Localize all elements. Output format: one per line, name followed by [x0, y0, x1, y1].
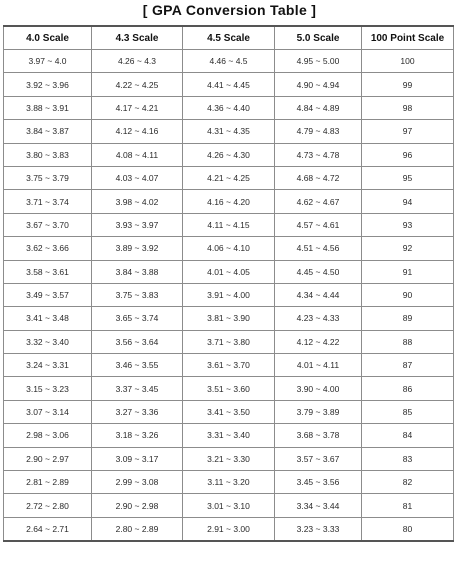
cell-100-point-scale: 82 — [362, 471, 454, 494]
cell-4-5-scale: 4.31 ~ 4.35 — [183, 120, 275, 143]
table-header-row — [4, 26, 454, 50]
cell-4-0-scale: 2.98 ~ 3.06 — [4, 424, 92, 447]
cell-100-point-scale: 88 — [362, 330, 454, 353]
cell-4-0-scale: 3.58 ~ 3.61 — [4, 260, 92, 283]
cell-100-point-scale: 91 — [362, 260, 454, 283]
cell-100-point-scale: 89 — [362, 307, 454, 330]
cell-5-0-scale: 4.90 ~ 4.94 — [275, 73, 362, 96]
cell-100-point-scale: 83 — [362, 447, 454, 470]
cell-4-3-scale: 3.84 ~ 3.88 — [92, 260, 183, 283]
table-row — [4, 96, 454, 119]
cell-100-point-scale: 97 — [362, 120, 454, 143]
cell-4-3-scale: 4.17 ~ 4.21 — [92, 96, 183, 119]
cell-4-5-scale: 3.81 ~ 3.90 — [183, 307, 275, 330]
cell-5-0-scale: 3.34 ~ 3.44 — [275, 494, 362, 517]
cell-4-5-scale: 3.41 ~ 3.50 — [183, 400, 275, 423]
cell-5-0-scale: 3.57 ~ 3.67 — [275, 447, 362, 470]
cell-4-5-scale: 4.46 ~ 4.5 — [183, 50, 275, 73]
cell-4-3-scale: 3.46 ~ 3.55 — [92, 354, 183, 377]
cell-4-5-scale: 4.41 ~ 4.45 — [183, 73, 275, 96]
table-row — [4, 447, 454, 470]
cell-4-0-scale: 3.41 ~ 3.48 — [4, 307, 92, 330]
cell-5-0-scale: 3.23 ~ 3.33 — [275, 517, 362, 541]
cell-4-0-scale: 3.97 ~ 4.0 — [4, 50, 92, 73]
cell-4-5-scale: 4.01 ~ 4.05 — [183, 260, 275, 283]
cell-4-3-scale: 4.03 ~ 4.07 — [92, 166, 183, 189]
cell-4-3-scale: 3.98 ~ 4.02 — [92, 190, 183, 213]
cell-4-3-scale: 3.37 ~ 3.45 — [92, 377, 183, 400]
cell-4-5-scale: 4.21 ~ 4.25 — [183, 166, 275, 189]
cell-4-5-scale: 3.11 ~ 3.20 — [183, 471, 275, 494]
cell-100-point-scale: 94 — [362, 190, 454, 213]
cell-4-5-scale: 3.71 ~ 3.80 — [183, 330, 275, 353]
cell-4-3-scale: 3.89 ~ 3.92 — [92, 237, 183, 260]
cell-4-3-scale: 3.27 ~ 3.36 — [92, 400, 183, 423]
table-row — [4, 471, 454, 494]
cell-4-5-scale: 4.06 ~ 4.10 — [183, 237, 275, 260]
table-row — [4, 237, 454, 260]
cell-5-0-scale: 3.90 ~ 4.00 — [275, 377, 362, 400]
cell-5-0-scale: 4.95 ~ 5.00 — [275, 50, 362, 73]
cell-4-5-scale: 4.11 ~ 4.15 — [183, 213, 275, 236]
cell-4-0-scale: 3.80 ~ 3.83 — [4, 143, 92, 166]
table-row — [4, 190, 454, 213]
cell-4-5-scale: 3.31 ~ 3.40 — [183, 424, 275, 447]
column-header-100-point-scale: 100 Point Scale — [362, 26, 454, 50]
table-row — [4, 73, 454, 96]
cell-4-3-scale: 4.12 ~ 4.16 — [92, 120, 183, 143]
cell-100-point-scale: 99 — [362, 73, 454, 96]
cell-5-0-scale: 3.68 ~ 3.78 — [275, 424, 362, 447]
table-row — [4, 517, 454, 541]
table-row — [4, 354, 454, 377]
cell-5-0-scale: 3.45 ~ 3.56 — [275, 471, 362, 494]
cell-5-0-scale: 4.79 ~ 4.83 — [275, 120, 362, 143]
table-row — [4, 377, 454, 400]
cell-5-0-scale: 4.73 ~ 4.78 — [275, 143, 362, 166]
cell-4-5-scale: 3.61 ~ 3.70 — [183, 354, 275, 377]
table-body — [4, 50, 454, 542]
cell-4-3-scale: 3.75 ~ 3.83 — [92, 283, 183, 306]
cell-100-point-scale: 92 — [362, 237, 454, 260]
cell-100-point-scale: 100 — [362, 50, 454, 73]
cell-4-0-scale: 2.72 ~ 2.80 — [4, 494, 92, 517]
page-title: [ GPA Conversion Table ] — [142, 2, 317, 18]
cell-4-3-scale: 3.93 ~ 3.97 — [92, 213, 183, 236]
table-row — [4, 260, 454, 283]
cell-4-3-scale: 3.09 ~ 3.17 — [92, 447, 183, 470]
cell-100-point-scale: 84 — [362, 424, 454, 447]
cell-100-point-scale: 85 — [362, 400, 454, 423]
cell-5-0-scale: 4.51 ~ 4.56 — [275, 237, 362, 260]
cell-5-0-scale: 4.23 ~ 4.33 — [275, 307, 362, 330]
cell-4-3-scale: 2.99 ~ 3.08 — [92, 471, 183, 494]
cell-4-0-scale: 3.32 ~ 3.40 — [4, 330, 92, 353]
cell-5-0-scale: 4.34 ~ 4.44 — [275, 283, 362, 306]
cell-5-0-scale: 3.79 ~ 3.89 — [275, 400, 362, 423]
cell-4-0-scale: 3.75 ~ 3.79 — [4, 166, 92, 189]
cell-4-5-scale: 2.91 ~ 3.00 — [183, 517, 275, 541]
cell-5-0-scale: 4.01 ~ 4.11 — [275, 354, 362, 377]
cell-4-0-scale: 3.84 ~ 3.87 — [4, 120, 92, 143]
cell-5-0-scale: 4.12 ~ 4.22 — [275, 330, 362, 353]
cell-4-5-scale: 3.01 ~ 3.10 — [183, 494, 275, 517]
cell-4-3-scale: 2.80 ~ 2.89 — [92, 517, 183, 541]
cell-4-0-scale: 3.67 ~ 3.70 — [4, 213, 92, 236]
table-row — [4, 330, 454, 353]
cell-4-0-scale: 3.24 ~ 3.31 — [4, 354, 92, 377]
cell-4-0-scale: 3.49 ~ 3.57 — [4, 283, 92, 306]
cell-4-5-scale: 3.91 ~ 4.00 — [183, 283, 275, 306]
table-row — [4, 166, 454, 189]
cell-5-0-scale: 4.62 ~ 4.67 — [275, 190, 362, 213]
cell-4-3-scale: 3.65 ~ 3.74 — [92, 307, 183, 330]
cell-5-0-scale: 4.45 ~ 4.50 — [275, 260, 362, 283]
column-header-5-0-scale: 5.0 Scale — [275, 26, 362, 50]
cell-100-point-scale: 86 — [362, 377, 454, 400]
column-header-4-3-scale: 4.3 Scale — [92, 26, 183, 50]
cell-5-0-scale: 4.68 ~ 4.72 — [275, 166, 362, 189]
table-row — [4, 307, 454, 330]
cell-4-3-scale: 3.18 ~ 3.26 — [92, 424, 183, 447]
cell-4-5-scale: 4.36 ~ 4.40 — [183, 96, 275, 119]
cell-4-3-scale: 4.08 ~ 4.11 — [92, 143, 183, 166]
table-row — [4, 120, 454, 143]
cell-4-0-scale: 3.07 ~ 3.14 — [4, 400, 92, 423]
cell-4-0-scale: 2.64 ~ 2.71 — [4, 517, 92, 541]
cell-5-0-scale: 4.84 ~ 4.89 — [275, 96, 362, 119]
column-header-4-0-scale: 4.0 Scale — [4, 26, 92, 50]
cell-5-0-scale: 4.57 ~ 4.61 — [275, 213, 362, 236]
table-row — [4, 494, 454, 517]
cell-100-point-scale: 81 — [362, 494, 454, 517]
table-row — [4, 143, 454, 166]
cell-4-5-scale: 3.21 ~ 3.30 — [183, 447, 275, 470]
cell-4-0-scale: 3.71 ~ 3.74 — [4, 190, 92, 213]
cell-4-0-scale: 3.62 ~ 3.66 — [4, 237, 92, 260]
column-header-4-5-scale: 4.5 Scale — [183, 26, 275, 50]
gpa-conversion-table — [3, 25, 454, 542]
cell-4-3-scale: 2.90 ~ 2.98 — [92, 494, 183, 517]
cell-4-0-scale: 2.81 ~ 2.89 — [4, 471, 92, 494]
table-row — [4, 400, 454, 423]
table-row — [4, 283, 454, 306]
cell-4-3-scale: 4.26 ~ 4.3 — [92, 50, 183, 73]
table-row — [4, 424, 454, 447]
cell-4-0-scale: 3.88 ~ 3.91 — [4, 96, 92, 119]
table-row — [4, 50, 454, 73]
cell-100-point-scale: 98 — [362, 96, 454, 119]
cell-100-point-scale: 96 — [362, 143, 454, 166]
cell-4-0-scale: 3.15 ~ 3.23 — [4, 377, 92, 400]
cell-4-5-scale: 4.16 ~ 4.20 — [183, 190, 275, 213]
cell-100-point-scale: 80 — [362, 517, 454, 541]
cell-4-0-scale: 2.90 ~ 2.97 — [4, 447, 92, 470]
cell-100-point-scale: 87 — [362, 354, 454, 377]
cell-100-point-scale: 93 — [362, 213, 454, 236]
cell-100-point-scale: 90 — [362, 283, 454, 306]
cell-4-3-scale: 4.22 ~ 4.25 — [92, 73, 183, 96]
cell-4-0-scale: 3.92 ~ 3.96 — [4, 73, 92, 96]
cell-100-point-scale: 95 — [362, 166, 454, 189]
cell-4-5-scale: 3.51 ~ 3.60 — [183, 377, 275, 400]
cell-4-5-scale: 4.26 ~ 4.30 — [183, 143, 275, 166]
table-row — [4, 213, 454, 236]
cell-4-3-scale: 3.56 ~ 3.64 — [92, 330, 183, 353]
